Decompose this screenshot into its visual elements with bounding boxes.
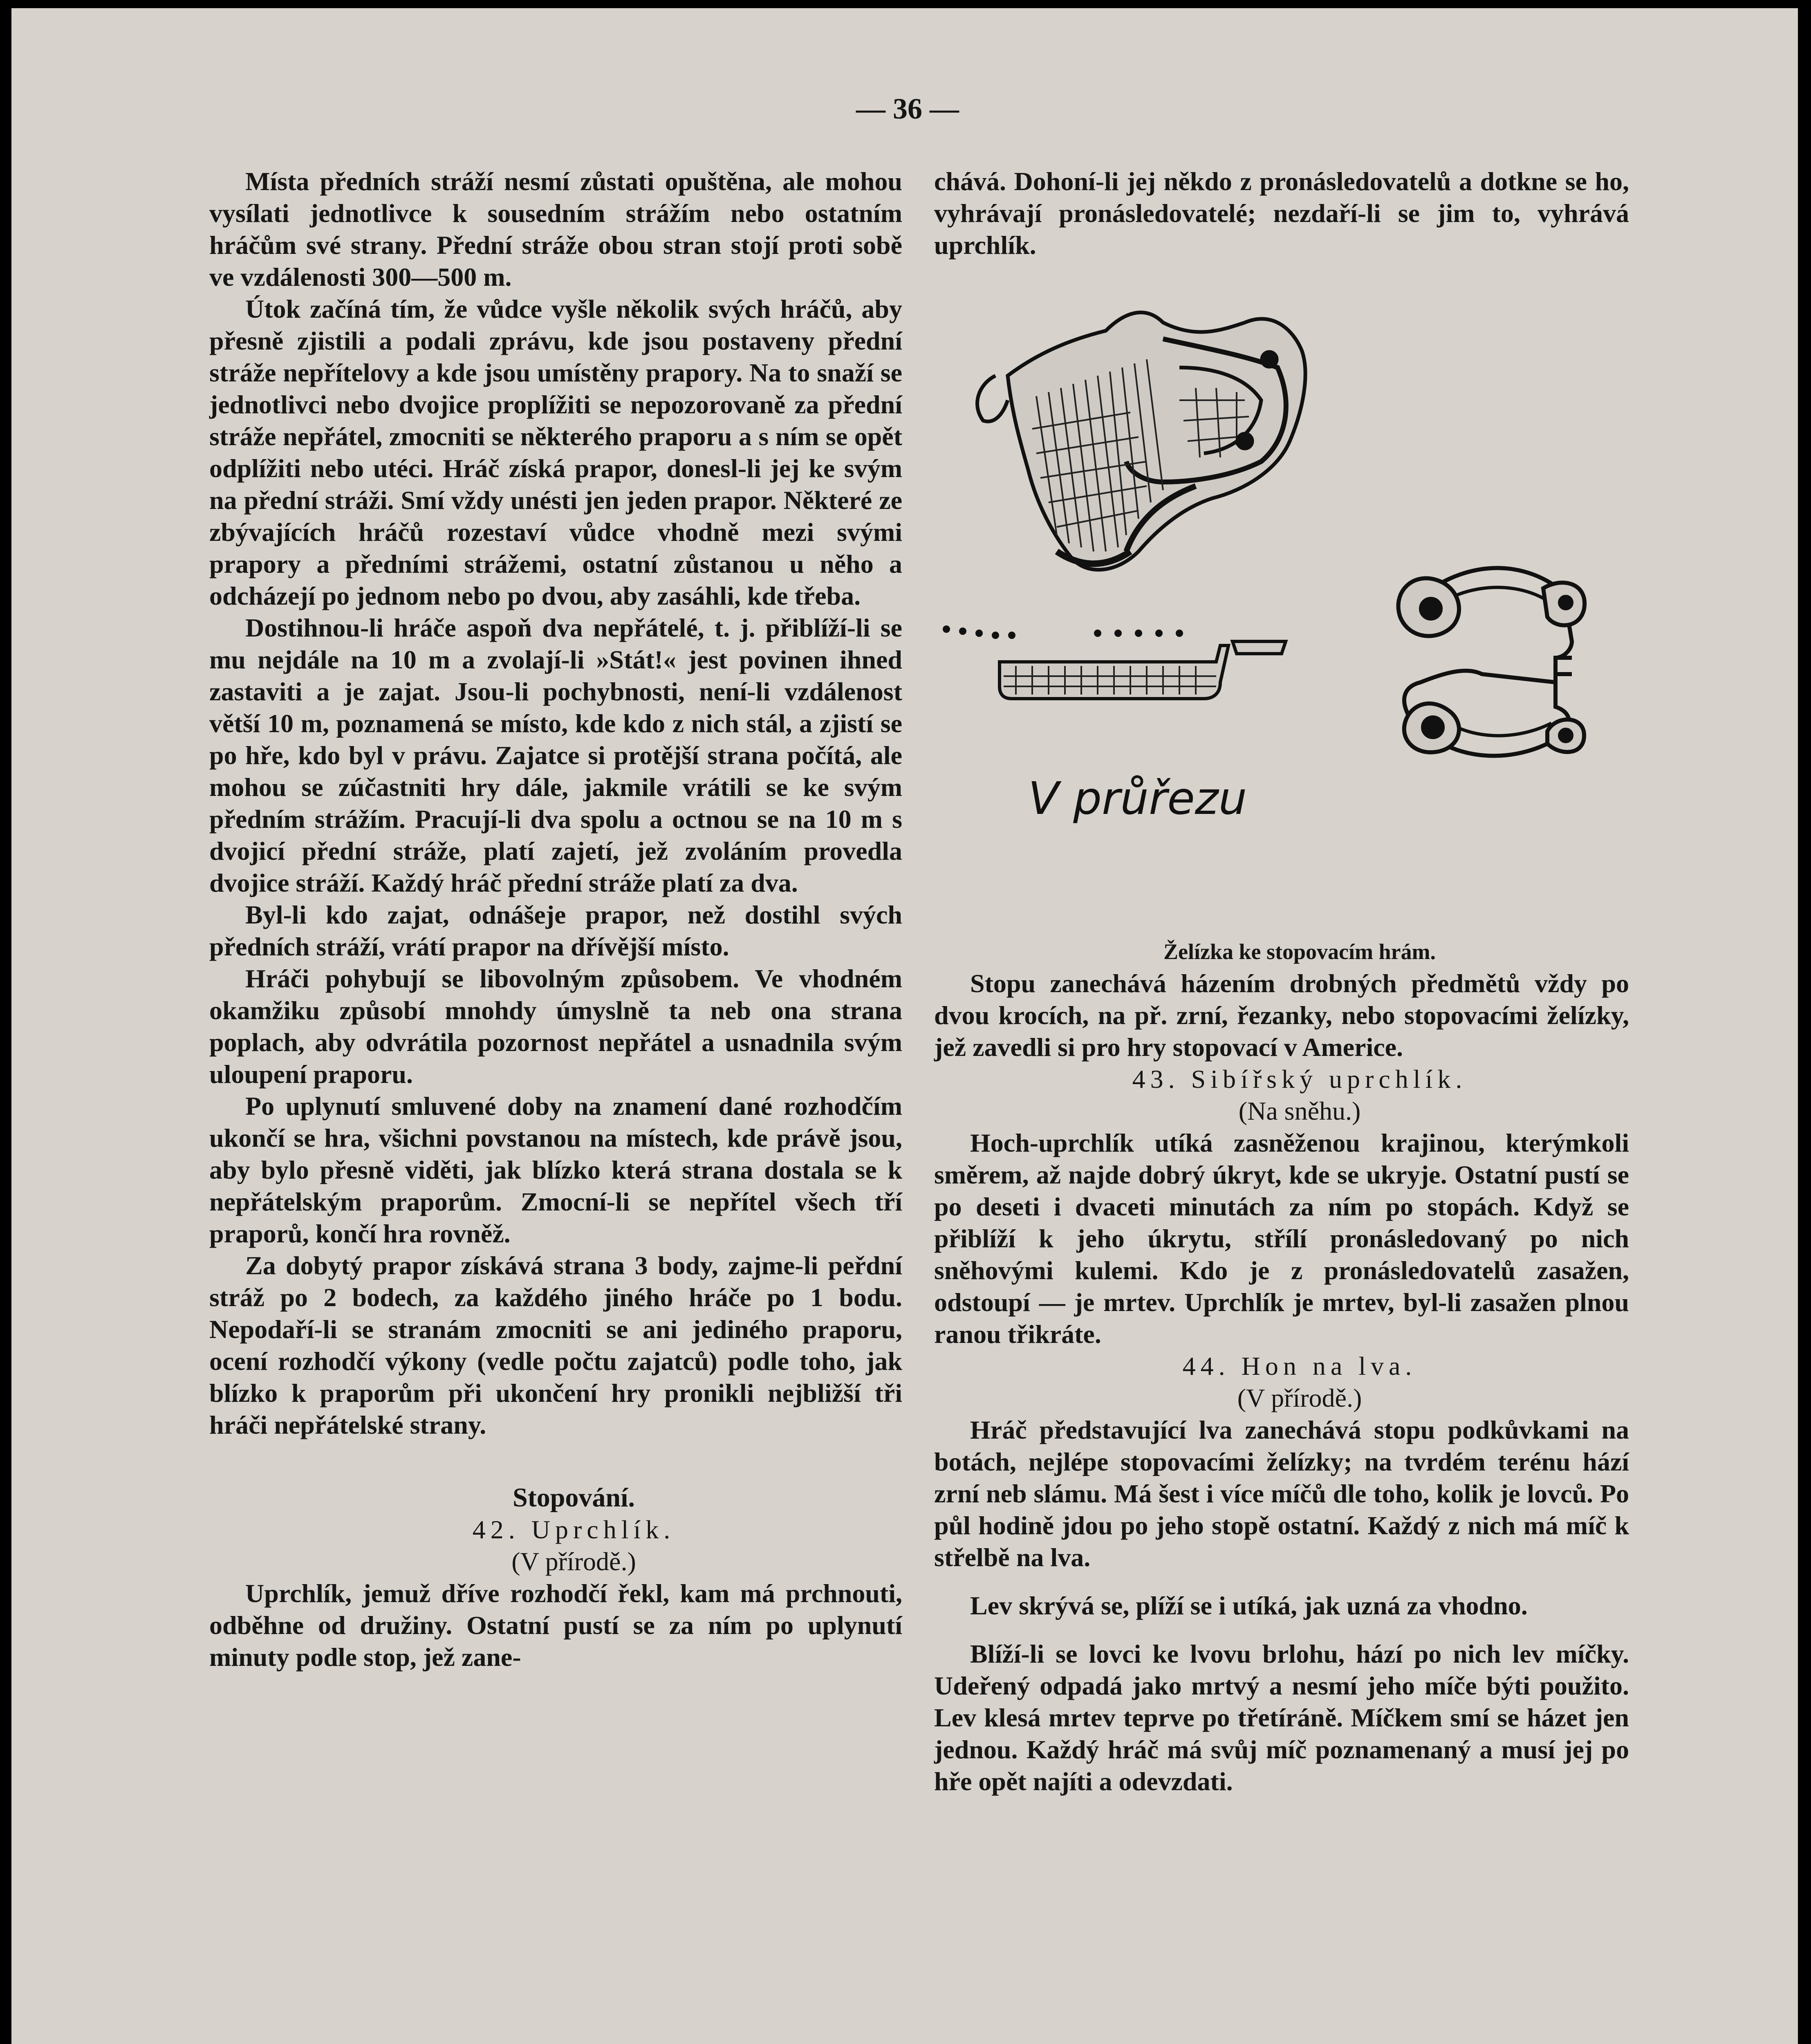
paragraph: Hráč představující lva zanechává stopu podkůvkami na botách, nejlépe stopovacími želízky; na tvrdém terénu hází zrní neb slámu. Má šest i více míčů dle toho, kolik je lovců. Po půl hodině jdou po jeho stopě ostatní. Každý z nich má míč k střelbě na lva. <box>934 1415 1629 1572</box>
game-subtitle: (V přírodě.) <box>1237 1383 1362 1412</box>
paragraph: Hoch-uprchlík utíká zasněženou krajinou, kterýmkoli směrem, až najde dobrý úkryt, kde se ukryje. Ostatní pustí se po deseti i dvaceti minutách za ním po stopách. Když se přiblíží k jeho úkrytu, střílí pronásledovaný po nich sněhovými kulemi. Kdo je z pronásledovatelů zasažen, odstoupí — je mrtev. Uprchlík je mrtev, byl-li zasažen plnou ranou třikráte. <box>934 1128 1629 1349</box>
paragraph: Dostihnou-li hráče aspoň dva nepřátelé, t. j. přiblíží-li se mu nejdále na 10 m a zvolají-li »Stát!« jest povinen ihned zastaviti a je zajat. Jsou-li pochybnosti, není-li vzdálenost větší 10 m, poznamená se místo, kde kdo z nich stál, a zjistí se po hře, kdo byl v právu. Zajatce si protější strana počítá, ale mohou se zúčastniti hry dále, jakmile vrátili se ke svým předním strážím. Pracují-li dva spolu a octnou se na 10 m s dvojicí přední stráže, platí zajetí, jež zvoláním provedla dvojice stráží. Každý hráč přední stráže platí za dva. <box>209 613 902 897</box>
left-column <box>209 166 902 1673</box>
paragraph: Po uplynutí smluvené doby na znamení dané rozhodčím ukončí se hra, všichni povstanou na místech, kde právě jsou, aby bylo přesně viděti, jak blízko která strana dostala se k nepřátelským praporům. Zmocní-li se nepřítel všech tří praporů, končí hra rovněž. <box>209 1091 902 1248</box>
section-heading: Stopování. <box>513 1483 635 1513</box>
cross-section-label: V průřezu <box>1028 772 1247 825</box>
game-title: 43. Sibířský uprchlík. <box>1132 1065 1467 1094</box>
paragraph: Lev skrývá se, plíží se i utíká, jak uzná za vhodno. <box>970 1591 1528 1620</box>
paragraph: Byl-li kdo zajat, odnášeje prapor, než dostihl svých předních stráží, vrátí prapor na dřívější místo. <box>209 900 902 961</box>
game-title: 44. Hon na lva. <box>1182 1351 1417 1381</box>
game-title: 42. Uprchlík. <box>472 1515 675 1544</box>
page-number: — 36 — <box>856 92 959 125</box>
figure-illustration <box>934 306 1629 936</box>
paragraph: chává. Dohoní-li jej někdo z pronásledovatelů a dotkne se ho, vyhrávají pronásledovatelé; nezdaří-li se jim to, vyhrává uprchlík. <box>934 167 1629 260</box>
trap-cross-section-icon <box>943 625 1286 699</box>
paragraph: Blíží-li se lovci ke lvovu brlohu, hází po nich lev míčky. Udeřený odpadá jako mrtvý a nesmí jeho míče býti použito. Lev klesá mrtev teprve po třetíráně. Míčkem smí se házet jen jednou. Každý hráč má svůj míč poznamenaný a musí jej po hře opět najíti a odevzdati. <box>934 1639 1629 1796</box>
spring-trap-icon <box>1399 568 1585 755</box>
figure <box>934 306 1629 936</box>
game-subtitle: (V přírodě.) <box>511 1547 636 1576</box>
game-subtitle: (Na sněhu.) <box>1238 1096 1361 1125</box>
right-column <box>934 166 1629 1797</box>
paragraph: Místa předních stráží nesmí zůstati opuštěna, ale mohou vysílati jednotlivce k sousedním strážím nebo ostatním hráčům své strany. Přední stráže obou stran stojí proti sobě ve vzdálenosti 300—500 m. <box>209 167 902 291</box>
boot-sole-sketch-icon <box>977 312 1305 569</box>
paragraph: Uprchlík, jemuž dříve rozhodčí řekl, kam má prchnouti, odběhne od družiny. Ostatní pustí se za ním po uplynutí minuty podle stop, jež zane- <box>209 1579 902 1672</box>
paragraph: Útok začíná tím, že vůdce vyšle několik svých hráčů, aby přesně zjistili a podali zprávu, kde jsou postaveny přední stráže nepřítelovy a kde jsou umístěny prapory. Na to snaží se jednotlivci nebo dvojice proplížiti se nepozorovaně za přední stráže nepřátel, zmocniti se některého praporu a s ním se opět odplížiti nebo utéci. Hráč získá prapor, donesl-li jej ke svým na přední stráži. Smí vždy unésti jen jeden prapor. Některé ze zbývajících hráčů rozestaví vůdce vhodně mezi svými prapory a předními strážemi, ostatní zůstanou u něho a odcházejí po jednom nebo po dvou, aby zasáhli, kde třeba. <box>209 294 902 610</box>
paragraph: Za dobytý prapor získává strana 3 body, zajme-li peřdní stráž po 2 bodech, za každého jiného hráče po 1 bodu. Nepodaří-li se stranám zmocniti se ani jediného praporu, ocení rozhodčí výkony (vedle počtu zajatců) podle toho, jak blízko k praporům při ukončení hry pronikli nejbližší tři hráči nepřátelské strany. <box>209 1251 902 1439</box>
paragraph: Stopu zanechává házením drobných předmětů vždy po dvou krocích, na př. zrní, řezanky, nebo stopovacími želízky, jež zavedli si pro hry stopovací v Americe. <box>934 969 1629 1062</box>
paragraph: Hráči pohybují se libovolným způsobem. Ve vhodném okamžiku způsobí mnohdy úmyslně ta neb ona strana poplach, aby odvrátila pozornost nepřátel a usnadnila svým uloupení praporu. <box>209 964 902 1089</box>
figure-caption: Želízka ke stopovacím hrám. <box>1163 939 1436 964</box>
